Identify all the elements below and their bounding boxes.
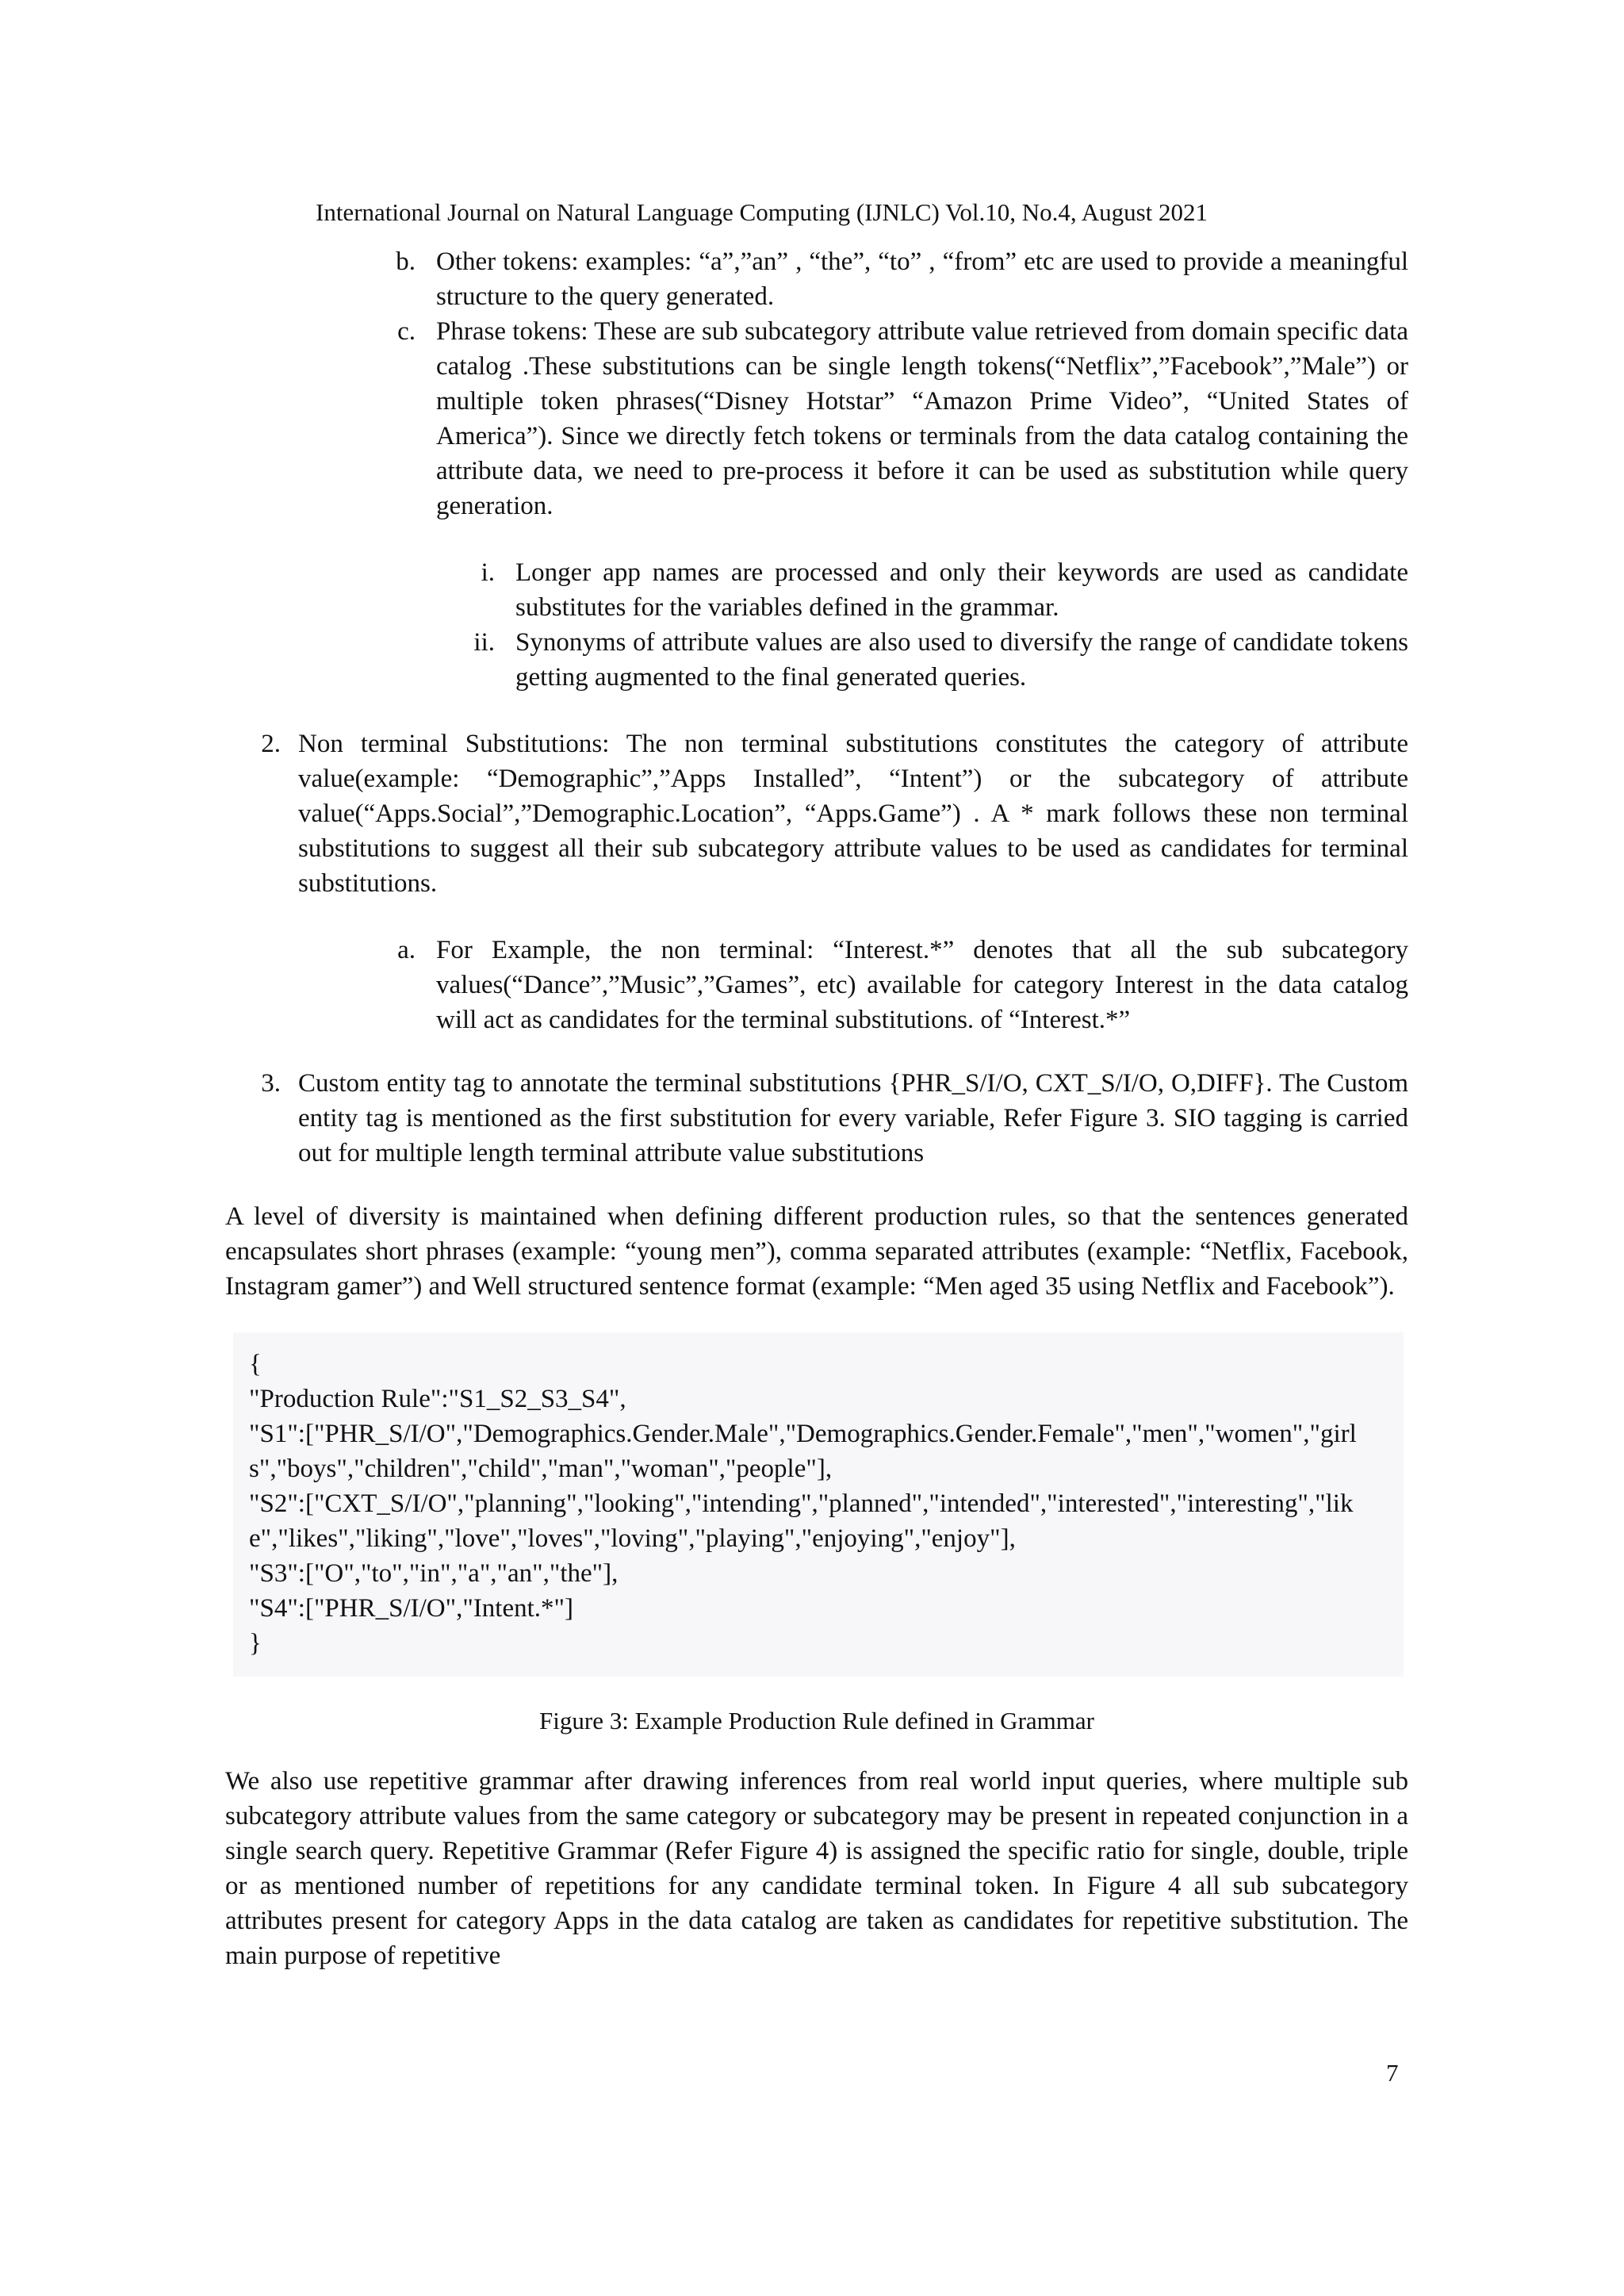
list-item-2a	[225, 933, 1408, 1037]
paragraph-diversity: A level of diversity is maintained when defining different production rules, so that the sentences generated encapsulates short phrases (example: “young men”), comma separated attributes (example: “Netflix, Facebook, Instagram gamer”) and Well structured sentence format (example: “Men aged 35 using Netflix and Facebook”).	[225, 1202, 1408, 1301]
journal-header: International Journal on Natural Language Computing (IJNLC) Vol.10, No.4, August 2021	[316, 198, 1208, 226]
code-line: "Production Rule":"S1_S2_S3_S4",	[249, 1385, 626, 1413]
spacer	[225, 901, 1408, 933]
page-number: 7	[1386, 2059, 1399, 2087]
spacer	[225, 1171, 1408, 1199]
code-line: "S3":["O","to","in","a","an","the"],	[249, 1559, 619, 1588]
figure-caption: Figure 3: Example Production Rule defined in Grammar	[539, 1707, 1094, 1734]
list-item-text: Longer app names are processed and only their keywords are used as candidate substitutes for the variables defined in the grammar.	[515, 558, 1408, 622]
paragraph-repetitive-grammar: We also use repetitive grammar after drawing inferences from real world input queries, where multiple sub subcategory attribute values from the same category or subcategory may be present in repeated conjunction in a single search query. Repetitive Grammar (Refer Figure 4) is assigned the specific ratio for single, double, triple or as mentioned number of repetitions for any candidate terminal token. In Figure 4 all sub subcategory attributes present for category Apps in the data catalog are taken as candidates for repetitive substitution. The main purpose of repetitive	[225, 1767, 1408, 1970]
production-rule-code-block	[233, 1332, 1404, 1677]
spacer	[225, 1037, 1408, 1066]
code-line: {	[249, 1350, 262, 1378]
list-item-text: For Example, the non terminal: “Interest.*” denotes that all the sub subcategory values(“Dance”,”Music”,”Games”, etc) available for category Interest in the data catalog will act as candidates for the terminal substitutions. of “Interest.*”	[436, 936, 1408, 1034]
list-item-text: Other tokens: examples: “a”,”an” , “the”, “to” , “from” etc are used to provide a meaningful structure to the query generated.	[436, 247, 1408, 311]
list-item-text: Non terminal Substitutions: The non terminal substitutions constitutes the category of attribute value(example: “Demographic”,”Apps Installed”, “Intent”) or the subcategory of attribute value(“Apps.Social”,”Demographic.Location”, “Apps.Game”) . A * mark follows these non terminal substitutions to suggest all their sub subcategory attribute values to be used as candidates for terminal substitutions.	[298, 730, 1408, 898]
list-item-text: Phrase tokens: These are sub subcategory attribute value retrieved from domain specific data catalog .These substitutions can be single length tokens(“Netflix”,”Facebook”,”Male”) or multiple token phrases(“Disney Hotstar” “Amazon Prime Video”, “United States of America”). Since we directly fetch tokens or terminals from the data catalog containing the attribute data, we need to pre-process it before it can be used as substitution while query generation.	[436, 317, 1408, 520]
spacer	[225, 695, 1408, 726]
list-item-text: Synonyms of attribute values are also used to diversify the range of candidate tokens getting augmented to the final generated queries.	[515, 628, 1408, 692]
list-item-3	[225, 1066, 1408, 1171]
list-marker: c.	[397, 317, 416, 346]
code-line: "S1":["PHR_S/I/O","Demographics.Gender.Male","Demographics.Gender.Female","men","women","girls","boys","children","child","man","woman","people"],	[249, 1420, 1357, 1483]
page-body	[225, 244, 1408, 1973]
list-marker: ii.	[473, 628, 495, 657]
list-item-b	[225, 244, 1408, 314]
list-item-ii	[225, 625, 1408, 695]
list-marker: b.	[396, 247, 416, 276]
code-line: "S4":["PHR_S/I/O","Intent.*"]	[249, 1594, 574, 1623]
list-item-2	[225, 726, 1408, 901]
list-marker: 2.	[261, 730, 281, 758]
list-marker: 3.	[261, 1069, 281, 1098]
list-marker: a.	[397, 936, 416, 964]
list-item-i	[225, 555, 1408, 625]
list-item-text: Custom entity tag to annotate the terminal substitutions {PHR_S/I/O, CXT_S/I/O, O,DIFF}. The Custom entity tag is mentioned as the first substitution for every variable, Refer Figure 3. SIO tagging is carried out for multiple length terminal attribute value substitutions	[298, 1069, 1408, 1167]
code-line: "S2":["CXT_S/I/O","planning","looking","intending","planned","intended","interested","interesting","like","likes","liking","love","loves","loving","playing","enjoying","enjoy"],	[249, 1489, 1354, 1553]
list-marker: i.	[481, 558, 495, 587]
spacer	[225, 1304, 1408, 1332]
list-item-c	[225, 314, 1408, 523]
spacer	[225, 523, 1408, 555]
code-line: }	[249, 1629, 262, 1658]
